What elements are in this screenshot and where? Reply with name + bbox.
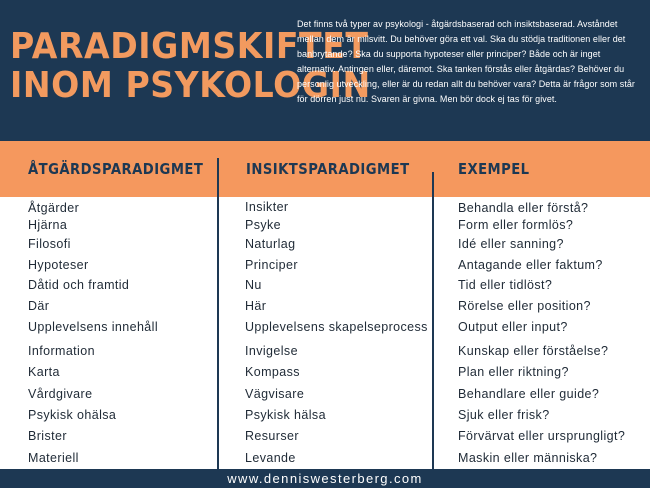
list-item: Resurser xyxy=(245,429,299,443)
list-item: Kompass xyxy=(245,365,300,379)
list-item: Dåtid och framtid xyxy=(28,278,130,292)
list-item: Tid eller tidlöst? xyxy=(458,278,553,292)
column-divider-left xyxy=(217,158,219,469)
list-item: Sjuk eller frisk? xyxy=(458,408,550,422)
list-item: Plan eller riktning? xyxy=(458,365,569,379)
list-item: Hypoteser xyxy=(28,258,89,272)
list-item: Upplevelsens skapelseprocess xyxy=(245,320,428,334)
list-item: Här xyxy=(245,299,267,313)
list-item: Naturlag xyxy=(245,237,296,251)
list-item: Rörelse eller position? xyxy=(458,299,591,313)
list-item: Psyke xyxy=(245,218,282,232)
list-item: Principer xyxy=(245,258,298,272)
column-divider-right xyxy=(432,172,434,469)
list-item: Form eller formlös? xyxy=(458,218,574,232)
list-item: Psykisk ohälsa xyxy=(28,408,117,422)
list-item: Åtgärder xyxy=(28,201,80,215)
column-header-atgardsparadigmet: ÅTGÄRDSPARADIGMET xyxy=(28,160,204,178)
list-item: Levande xyxy=(245,451,296,465)
list-item: Vårdgivare xyxy=(28,387,93,401)
title-line-1: PARADIGMSKIFTET xyxy=(10,26,369,67)
column-header-exempel: EXEMPEL xyxy=(458,160,530,178)
list-item: Idé eller sanning? xyxy=(458,237,564,251)
list-item: Output eller input? xyxy=(458,320,568,334)
list-item: Information xyxy=(28,344,95,358)
list-item: Antagande eller faktum? xyxy=(458,258,603,272)
list-item: Behandla eller förstå? xyxy=(458,201,589,215)
intro-paragraph: Det finns två typer av psykologi - åtgärdsbaserad och insiktsbaserad. Avståndet mellan dem är milsvitt. Du behöver göra ett val. Ska du stödja traditionen eller det banbrytande? Ska du supporta hypoteser eller principer? Både och är inget alternativ. Antingen eller, däremot. Ska tanken förstås eller åtgärdas? Behöver du personlig utveckling, eller är du redan allt du behöver vara? Detta är frågor som står för dörren just nu. Svaren är givna. Men bör dock ej tas för givet. xyxy=(297,19,635,104)
list-item: Nu xyxy=(245,278,262,292)
list-item: Hjärna xyxy=(28,218,68,232)
list-item: Behandlare eller guide? xyxy=(458,387,600,401)
website-link[interactable]: www.denniswesterberg.com xyxy=(227,471,423,486)
list-item: Insikter xyxy=(245,200,289,214)
list-item: Förvärvat eller ursprungligt? xyxy=(458,429,626,443)
column-header-insiktsparadigmet: INSIKTSPARADIGMET xyxy=(246,160,410,178)
list-item: Filosofi xyxy=(28,237,71,251)
list-item: Materiell xyxy=(28,451,79,465)
list-item: Upplevelsens innehåll xyxy=(28,320,159,334)
list-item: Kunskap eller förståelse? xyxy=(458,344,609,358)
list-item: Vägvisare xyxy=(245,387,305,401)
list-item: Karta xyxy=(28,365,60,379)
list-item: Psykisk hälsa xyxy=(245,408,326,422)
list-item: Brister xyxy=(28,429,67,443)
list-item: Invigelse xyxy=(245,344,298,358)
title-line-2: INOM PSYKOLOGIN xyxy=(10,65,371,106)
list-item: Där xyxy=(28,299,50,313)
list-item: Maskin eller människa? xyxy=(458,451,598,465)
